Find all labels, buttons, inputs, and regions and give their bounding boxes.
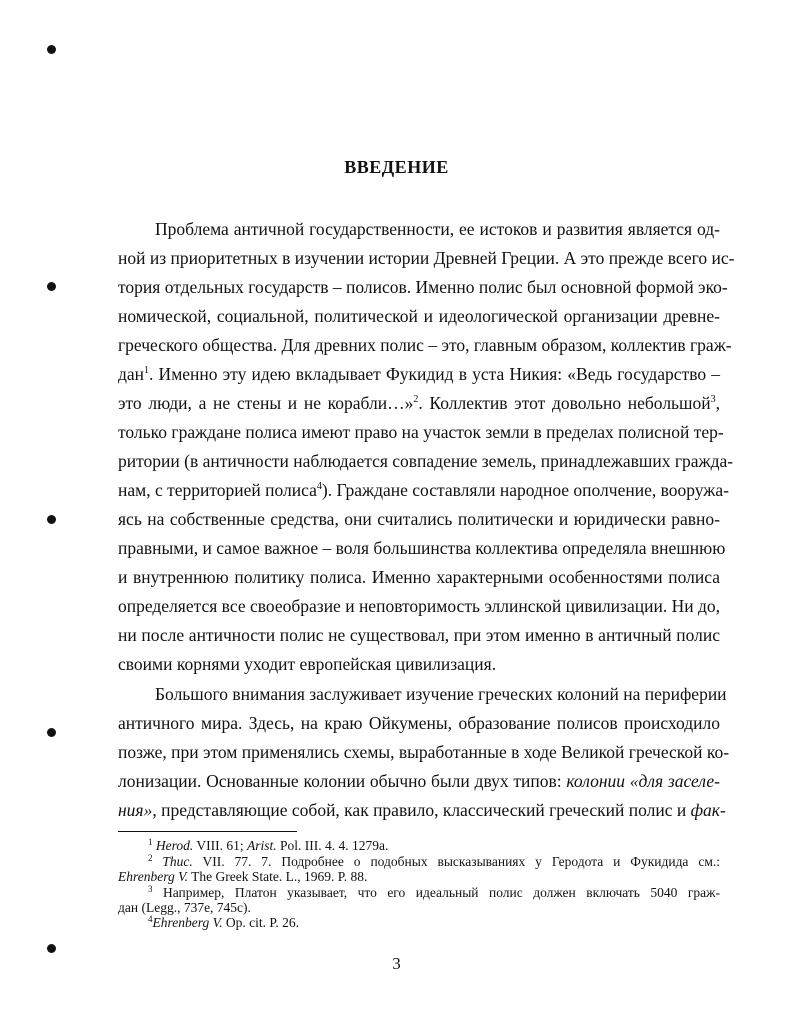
footnote-number: 1	[148, 837, 153, 847]
text-line	[118, 796, 726, 825]
text-line: Проблема античной государственности, ее истоков и развития является од-	[155, 219, 720, 239]
footnote-author: Ehrenberg V.	[118, 869, 188, 884]
text-line: античного мира. Здесь, на краю Ойкумены, образование полисов происходило	[118, 713, 720, 733]
text-line: тория отдельных государств – полисов. Именно полис был основной формой эко-	[118, 277, 728, 297]
footnote-number: 4	[148, 914, 153, 924]
footnote-number: 2	[148, 853, 153, 863]
line-text: это люди, а не стены и не корабли…»	[118, 393, 414, 413]
page-title: ВВЕДЕНИЕ	[344, 157, 449, 177]
footnote-text: VIII. 61;	[193, 838, 247, 853]
punch-hole-mark	[47, 45, 56, 54]
footnote-text: Pol. III. 4. 4. 1279a.	[276, 838, 389, 853]
punch-hole-mark	[47, 944, 56, 953]
footnote-ref: 3	[710, 394, 716, 405]
footnote-text: The Greek State. L., 1969. P. 88.	[188, 869, 368, 884]
text-line	[118, 767, 720, 796]
italic-term: колонии «для заселе-	[566, 771, 720, 791]
text-line: ни после античности полис не существовал, при этом именно в античный полис	[118, 625, 720, 645]
footnote-ref: 1	[144, 365, 150, 376]
text-line	[118, 360, 720, 389]
italic-term: фак-	[690, 800, 726, 820]
text-line: определяется все своеобразие и неповторимость эллинской цивилизации. Ни до,	[118, 596, 720, 616]
text-line: ритории (в античности наблюдается совпадение земель, принадлежавших гражда-	[118, 451, 734, 471]
line-text: дан	[118, 364, 145, 384]
footnote-ref: 2	[413, 394, 419, 405]
punch-hole-mark	[47, 282, 56, 291]
footnote-2	[148, 854, 720, 869]
footnote-text: Op. cit. P. 26.	[222, 915, 300, 930]
footnote-text: VII. 77. 7. Подробнее о подобных высказываниях у Геродота и Фукидида см.:	[192, 854, 721, 869]
footnote-3	[148, 885, 720, 900]
text-line: Большого внимания заслуживает изучение греческих колоний на периферии	[155, 684, 727, 704]
punch-hole-mark	[47, 728, 56, 737]
text-line: только граждане полиса имеют право на участок земли в пределах полисной тер-	[118, 422, 724, 442]
text-line: и внутреннюю политику полиса. Именно характерными особенностями полиса	[118, 567, 720, 587]
text-line: номической, социальной, политической и идеологической организации древне-	[118, 306, 720, 326]
footnote-text: Например, Платон указывает, что его идеальный полис должен включать 5040 граж-	[152, 885, 720, 900]
footnote-separator	[118, 831, 297, 832]
line-text: нам, с территорией полиса	[118, 480, 317, 500]
text-line: своими корнями уходит европейская цивилизация.	[118, 654, 497, 674]
text-line: правными, и самое важное – воля большинства коллектива определяла внешнюю	[118, 538, 726, 558]
text-line	[118, 389, 720, 418]
footnote-author: Herod.	[155, 838, 194, 853]
text-line	[118, 476, 729, 505]
line-text: . Именно эту идею вкладывает Фукидид в уста Никия: «Ведь государство –	[149, 364, 720, 384]
italic-term: ния»	[118, 800, 153, 820]
text-line: позже, при этом применялись схемы, выработанные в ходе Великой греческой ко-	[118, 742, 730, 762]
footnote-ref: 4	[316, 481, 322, 492]
footnote-author: Ehrenberg V.	[152, 915, 223, 930]
page-number: 3	[392, 954, 401, 973]
line-text: ,	[715, 393, 721, 413]
footnote-4	[148, 915, 720, 930]
footnote-1	[148, 838, 720, 853]
line-text: , представляющие собой, как правило, классический греческий полис и	[152, 800, 691, 820]
footnote-author: Thuc.	[162, 854, 193, 869]
footnote-2-cont	[118, 869, 720, 884]
text-line: ясь на собственные средства, они считались политически и юридически равно-	[118, 509, 720, 529]
line-text: . Коллектив этот довольно небольшой	[418, 393, 711, 413]
footnote-3-cont: дан (Legg., 737e, 745c).	[118, 900, 251, 915]
text-line: греческого общества. Для древних полис – это, главным образом, коллектив граж-	[118, 335, 732, 355]
line-text: лонизации. Основанные колонии обычно были двух типов:	[118, 771, 567, 791]
punch-hole-mark	[47, 515, 56, 524]
footnote-number: 3	[148, 884, 153, 894]
text-line: ной из приоритетных в изучении истории Древней Греции. А это прежде всего ис-	[118, 248, 735, 268]
footnote-author: Arist.	[247, 838, 277, 853]
line-text: ). Граждане составляли народное ополчение, вооружа-	[321, 480, 729, 500]
